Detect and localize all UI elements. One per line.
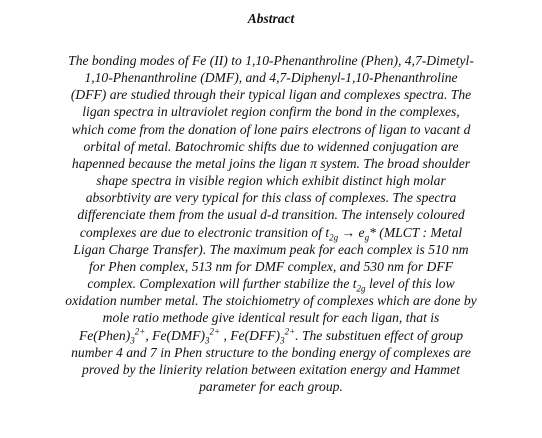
formula-superscript: 2+ xyxy=(284,325,296,336)
abstract-heading: Abstract xyxy=(247,11,295,26)
formula-subscript: 3 xyxy=(280,335,285,346)
text-fragment: oxidation number metal. The stoichiometry of complexes which are done by xyxy=(65,293,477,309)
abstract-line-13: for Phen complex, 513 nm for DMF complex, and 530 nm for DFF xyxy=(89,258,453,274)
text-fragment: complexes are due to electronic transition of t xyxy=(79,224,330,240)
text-fragment: level of this low xyxy=(365,276,455,292)
orbital-subscript: 2g xyxy=(356,283,366,294)
abstract-line-14 xyxy=(87,276,455,294)
abstract-line-12: Ligan Charge Transfer). The maximum peak for each complex is 510 nm xyxy=(73,241,469,257)
abstract-line-11 xyxy=(79,224,463,243)
abstract-line-3: (DFF) are studied through their typical ligan and complexes spectra. The xyxy=(70,87,472,103)
abstract-body xyxy=(8,52,534,395)
abstract-line-19: proved by the linierity relation between exitation energy and Hammet xyxy=(82,361,460,377)
orbital-subscript: g xyxy=(364,232,370,243)
formula-subscript: 3 xyxy=(130,335,135,346)
formula-superscript: 2+ xyxy=(134,325,146,336)
abstract-line-4: ligan spectra in ultraviolet region confirm the bond in the complexes, xyxy=(82,104,460,120)
text-fragment: complex. Complexation will further stabilize the t xyxy=(87,276,357,292)
abstract-line-18: number 4 and 7 in Phen structure to the bonding energy of complexes are xyxy=(71,344,471,360)
abstract-line-9: absorbtivity are very typical for this class of complexes. The spectra xyxy=(85,190,457,206)
abstract-line-16: mole ratio methode give identical result for each ligan, that is xyxy=(102,310,440,326)
orbital-subscript: 2g xyxy=(329,232,339,243)
formula-superscript: 2+ xyxy=(209,325,221,336)
abstract-line-6: orbital of metal. Batochromic shifts due to widenned conjugation are xyxy=(83,138,459,154)
abstract-line-5: which come from the donation of lone pairs electrons of ligan to vacant d xyxy=(71,121,471,137)
abstract-line-15 xyxy=(65,293,476,308)
abstract-line-2: 1,10-Phenanthroline (DMF), and 4,7-Diphenyl-1,10-Phenanthroline xyxy=(84,70,458,86)
text-fragment: , Fe(DFF) xyxy=(220,327,281,343)
text-fragment: Fe(Phen) xyxy=(78,327,131,343)
abstract-line-20: parameter for each group. xyxy=(199,378,343,394)
text-fragment: * (MLCT : Metal xyxy=(369,224,463,240)
text-fragment: . The substituen effect of group xyxy=(295,327,464,343)
abstract-line-17 xyxy=(78,325,464,346)
abstract-line-10: differenciate them from the usual d-d transition. The intensely coloured xyxy=(77,207,465,223)
text-fragment: → e xyxy=(338,224,365,240)
text-fragment: , Fe(DMF) xyxy=(145,327,205,343)
formula-subscript: 3 xyxy=(204,335,210,346)
abstract-line-8: shape spectra in visible region which exhibit distinct high molar xyxy=(96,173,446,189)
abstract-line-7: hapenned because the metal joins the ligan π system. The broad shoulder xyxy=(71,155,471,171)
abstract-line-1: The bonding modes of Fe (II) to 1,10-Phenanthroline (Phen), 4,7-Dimetyl- xyxy=(68,53,474,68)
